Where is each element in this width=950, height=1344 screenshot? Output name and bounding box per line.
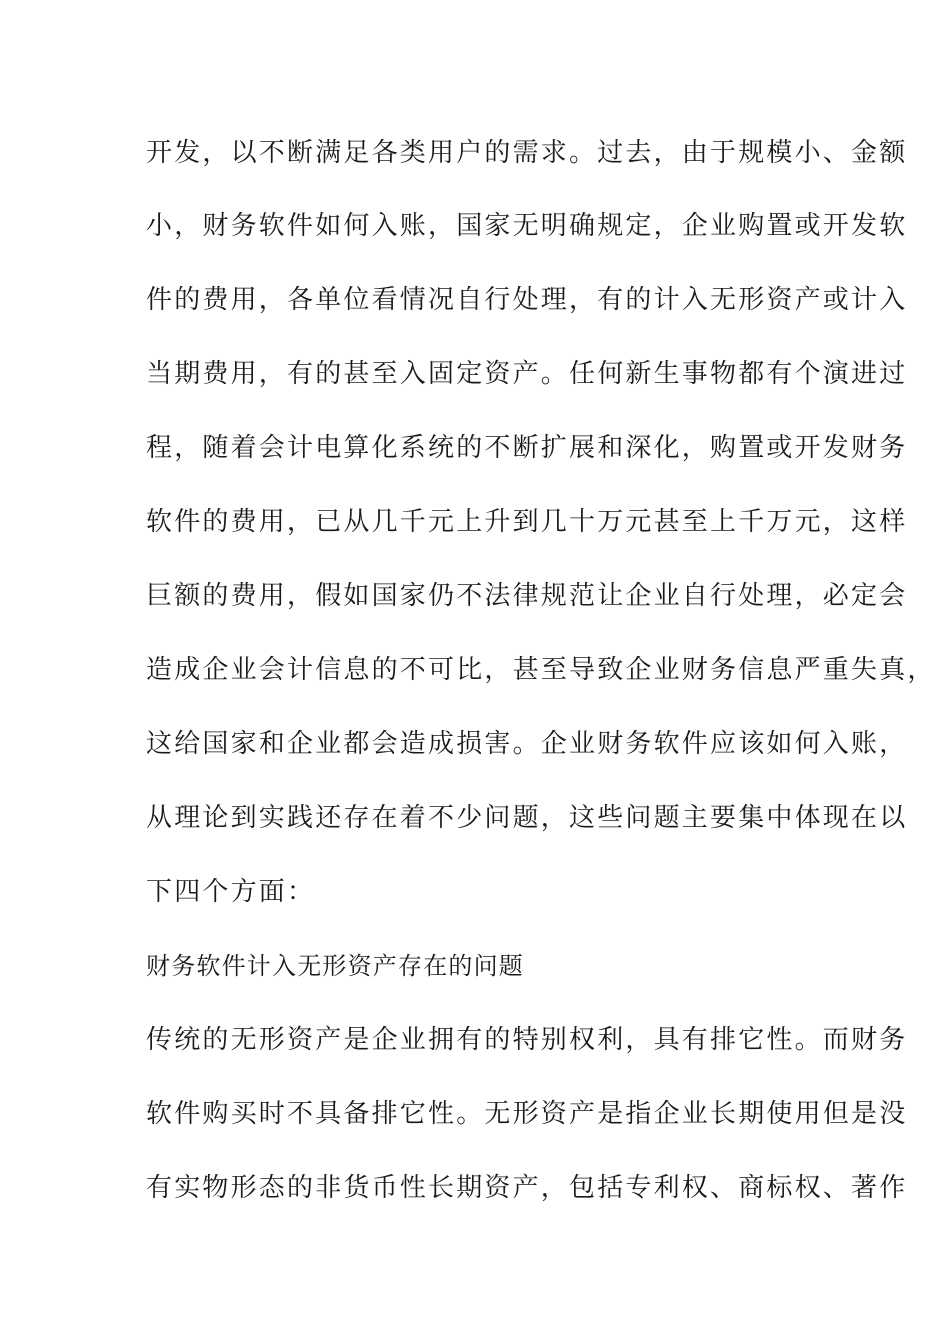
paragraph-line: 当期费用，有的甚至入固定资产。任何新生事物都有个演进过: [146, 359, 908, 389]
paragraph-line: 传统的无形资产是企业拥有的特别权利，具有排它性。而财务: [146, 1025, 908, 1055]
paragraph-line: 下四个方面：: [146, 877, 316, 907]
paragraph-line: 软件的费用，已从几千元上升到几十万元甚至上千万元，这样: [146, 507, 908, 537]
paragraph-line: 程，随着会计电算化系统的不断扩展和深化，购置或开发财务: [146, 433, 908, 463]
paragraph-line: 从理论到实践还存在着不少问题，这些问题主要集中体现在以: [146, 803, 908, 833]
paragraph-line: 这给国家和企业都会造成损害。企业财务软件应该如何入账，: [146, 729, 908, 759]
paragraph-line: 软件购买时不具备排它性。无形资产是指企业长期使用但是没: [146, 1099, 908, 1129]
paragraph-line: 巨额的费用，假如国家仍不法律规范让企业自行处理，必定会: [146, 581, 908, 611]
paragraph-line: 有实物形态的非货币性长期资产，包括专利权、商标权、著作: [146, 1173, 908, 1203]
paragraph-line: 开发，以不断满足各类用户的需求。过去，由于规模小、金额: [146, 138, 908, 168]
section-heading: 财务软件计入无形资产存在的问题: [146, 952, 524, 980]
paragraph-line: 小，财务软件如何入账，国家无明确规定，企业购置或开发软: [146, 211, 908, 241]
paragraph-line: 造成企业会计信息的不可比，甚至导致企业财务信息严重失真，: [146, 655, 936, 685]
paragraph-line: 件的费用，各单位看情况自行处理，有的计入无形资产或计入: [146, 285, 908, 315]
